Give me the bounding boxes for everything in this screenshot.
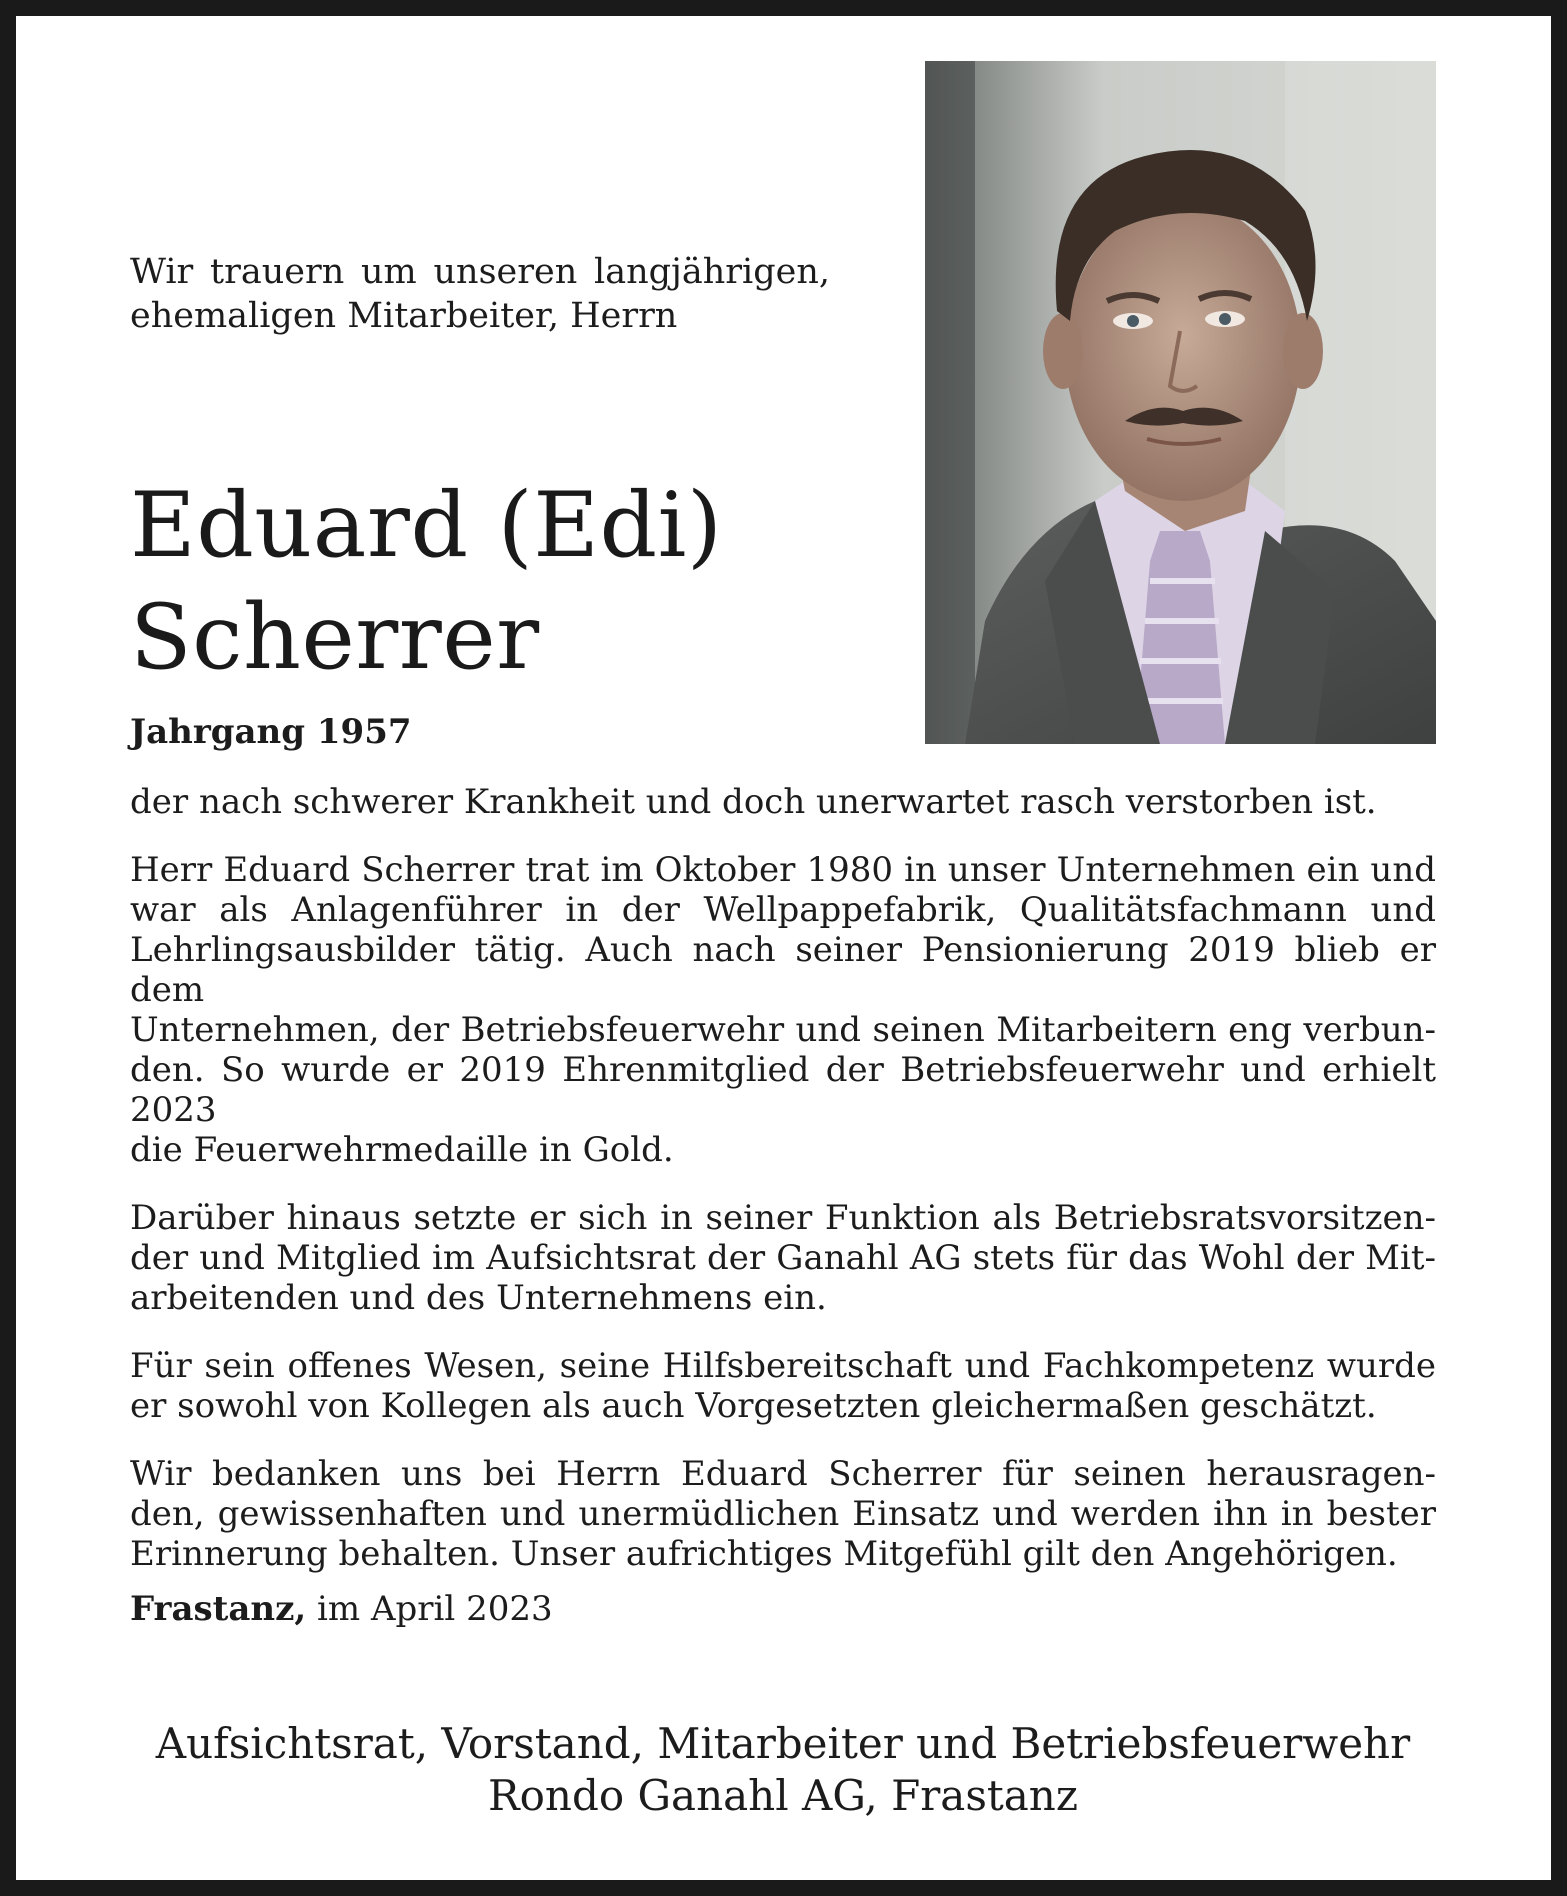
signature-block <box>130 1718 1436 1822</box>
paragraph-line: den. So wurde er 2019 Ehrenmitglied der Betriebsfeuerwehr und erhielt 2023 <box>130 1050 1436 1130</box>
paragraph-line: arbeitenden und des Unternehmens ein. <box>130 1278 827 1318</box>
place-name: Frastanz, <box>130 1589 307 1629</box>
portrait-image <box>925 61 1436 744</box>
deceased-last-name: Scherrer <box>130 585 540 690</box>
obituary-paragraph <box>130 850 1436 1170</box>
paragraph-line: Herr Eduard Scherrer trat im Oktober 1980 in unser Unternehmen ein und <box>130 850 1436 890</box>
deceased-name <box>130 470 723 694</box>
signature-line-2: Rondo Ganahl AG, Frastanz <box>488 1771 1078 1820</box>
intro-line-1: Wir trauern um unseren langjährigen, <box>130 252 830 292</box>
intro-line-2: ehemaligen Mitarbeiter, Herrn <box>130 296 678 336</box>
paragraph-line: Unternehmen, der Betriebsfeuerwehr und seinen Mitarbeitern eng verbun- <box>130 1010 1436 1050</box>
deceased-first-name: Eduard (Edi) <box>130 473 723 578</box>
obituary-body <box>130 782 1436 1602</box>
obituary-paragraph <box>130 1454 1436 1574</box>
portrait-photo <box>925 61 1436 744</box>
paragraph-line: der nach schwerer Krankheit und doch unerwartet rasch verstorben ist. <box>130 782 1377 822</box>
obituary-paragraph <box>130 1346 1436 1426</box>
paragraph-line: den, gewissenhaften und unermüdlichen Einsatz und werden ihn in bester <box>130 1494 1436 1534</box>
paragraph-line: Wir bedanken uns bei Herrn Eduard Scherrer für seinen herausragen- <box>130 1454 1436 1494</box>
paragraph-line: Für sein offenes Wesen, seine Hilfsbereitschaft und Fachkompetenz wurde <box>130 1346 1436 1386</box>
signature-line-1: Aufsichtsrat, Vorstand, Mitarbeiter und Betriebsfeuerwehr <box>155 1719 1411 1768</box>
paragraph-line: Lehrlingsausbilder tätig. Auch nach seiner Pensionierung 2019 blieb er dem <box>130 930 1436 1010</box>
obituary-paragraph <box>130 782 1436 822</box>
paragraph-line: die Feuerwehrmedaille in Gold. <box>130 1130 674 1170</box>
place-and-date <box>130 1587 553 1631</box>
intro-text <box>130 250 830 338</box>
paragraph-line: er sowohl von Kollegen als auch Vorgesetzten gleichermaßen geschätzt. <box>130 1386 1377 1426</box>
date-text: im April 2023 <box>306 1589 553 1629</box>
paragraph-line: Erinnerung behalten. Unser aufrichtiges Mitgefühl gilt den Angehörigen. <box>130 1534 1398 1574</box>
obituary-paragraph <box>130 1198 1436 1318</box>
paragraph-line: war als Anlagenführer in der Wellpappefabrik, Qualitätsfachmann und <box>130 890 1436 930</box>
birth-year: Jahrgang 1957 <box>130 712 412 752</box>
paragraph-line: der und Mitglied im Aufsichtsrat der Ganahl AG stets für das Wohl der Mit- <box>130 1238 1436 1278</box>
paragraph-line: Darüber hinaus setzte er sich in seiner Funktion als Betriebsratsvorsitzen- <box>130 1198 1436 1238</box>
